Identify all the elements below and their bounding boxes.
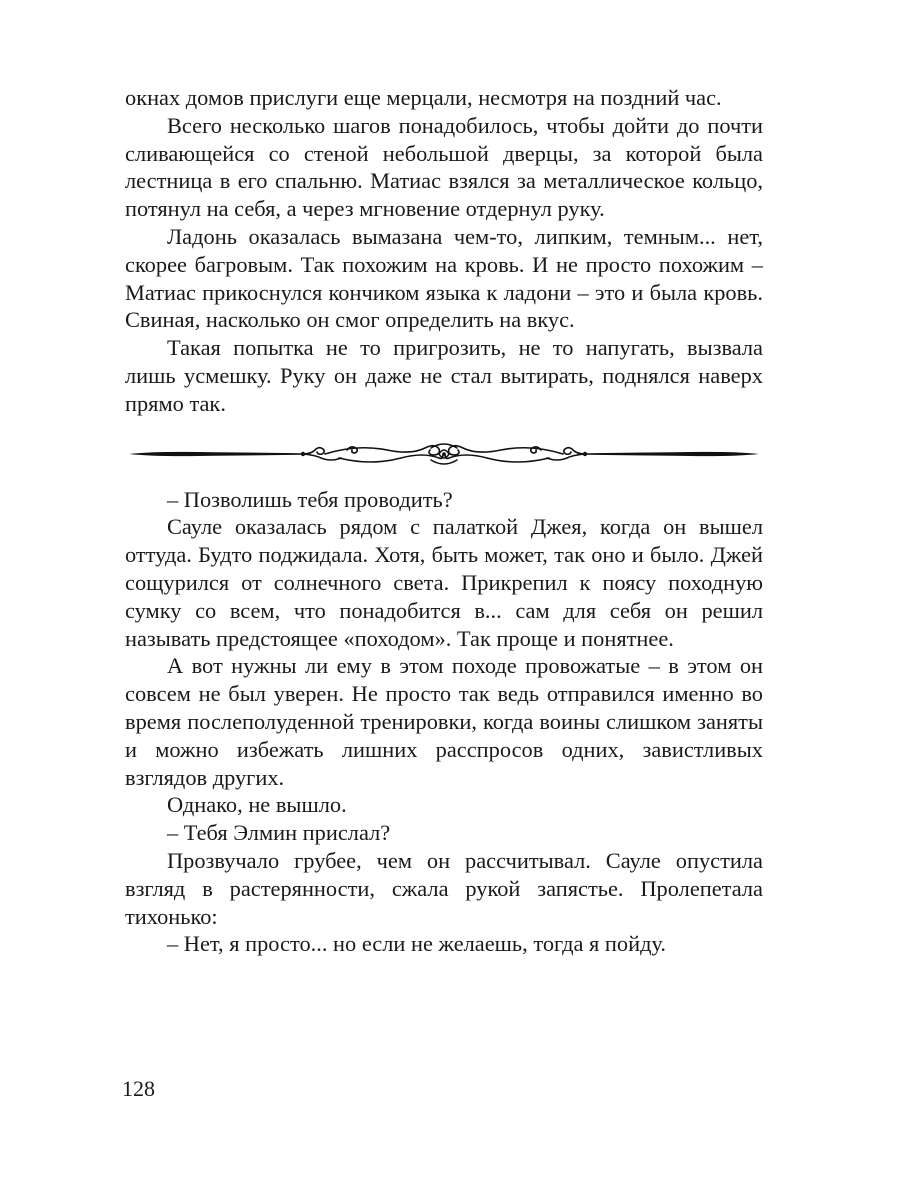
paragraph: Такая попытка не то пригрозить, не то напугать, вызвала лишь усмешку. Руку он даже не стал вытирать, поднялся наверх прямо так. [125,335,763,416]
paragraph: Ладонь оказалась вымазана чем-то, липким, темным... нет, скорее багровым. Так похожим на кровь. И не просто похожим – Матиас прикоснулся кончиком языка к ладони – это и была кровь. Свиная, насколько он смог определить на вкус. [125,223,763,333]
paragraph: – Тебя Элмин прислал? [167,820,391,846]
paragraph: А вот нужны ли ему в этом походе провожатые – в этом он совсем не был уверен. Не просто так ведь отправился именно во время послеполуденной тренировки, когда воины слишком заняты и можно избежать лишних расспросов одних, завистливых взглядов других. [125,653,763,790]
paragraph: окнах домов прислуги еще мерцали, несмотря на поздний час. [125,85,722,110]
paragraph: – Позволишь тебя проводить? [167,486,453,512]
paragraph: Сауле оказалась рядом с палаткой Джея, когда он вышел оттуда. Будто поджидала. Хотя, быть может, так оно и было. Джей сощурился от солнечного света. Прикрепил к поясу походную сумку со всем, что понадобится в... сам для себя он решил называть предстоящее «походом». Так проще и понятнее. [125,514,763,651]
paragraph: – Нет, я просто... но если не желаешь, тогда я пойду. [167,931,667,957]
text-section-1 [125,84,763,418]
paragraph: Всего несколько шагов понадобилось, чтобы дойти до почти сливающейся со стеной небольшой дверцы, за которой была лестница в его спальню. Матиас взялся за металлическое кольцо, потянул на себя, а через мгновение отдернул руку. [125,112,763,222]
page-number: 128 [122,1076,155,1101]
paragraph: Прозвучало грубее, чем он рассчитывал. Сауле опустила взгляд в растерянности, сжала рукой запястье. Пролепетала тихонько: [125,847,763,929]
page-body [125,84,763,958]
paragraph: Однако, не вышло. [167,792,347,818]
text-section-2 [125,486,763,959]
scroll-ornament-divider-icon [125,436,763,472]
